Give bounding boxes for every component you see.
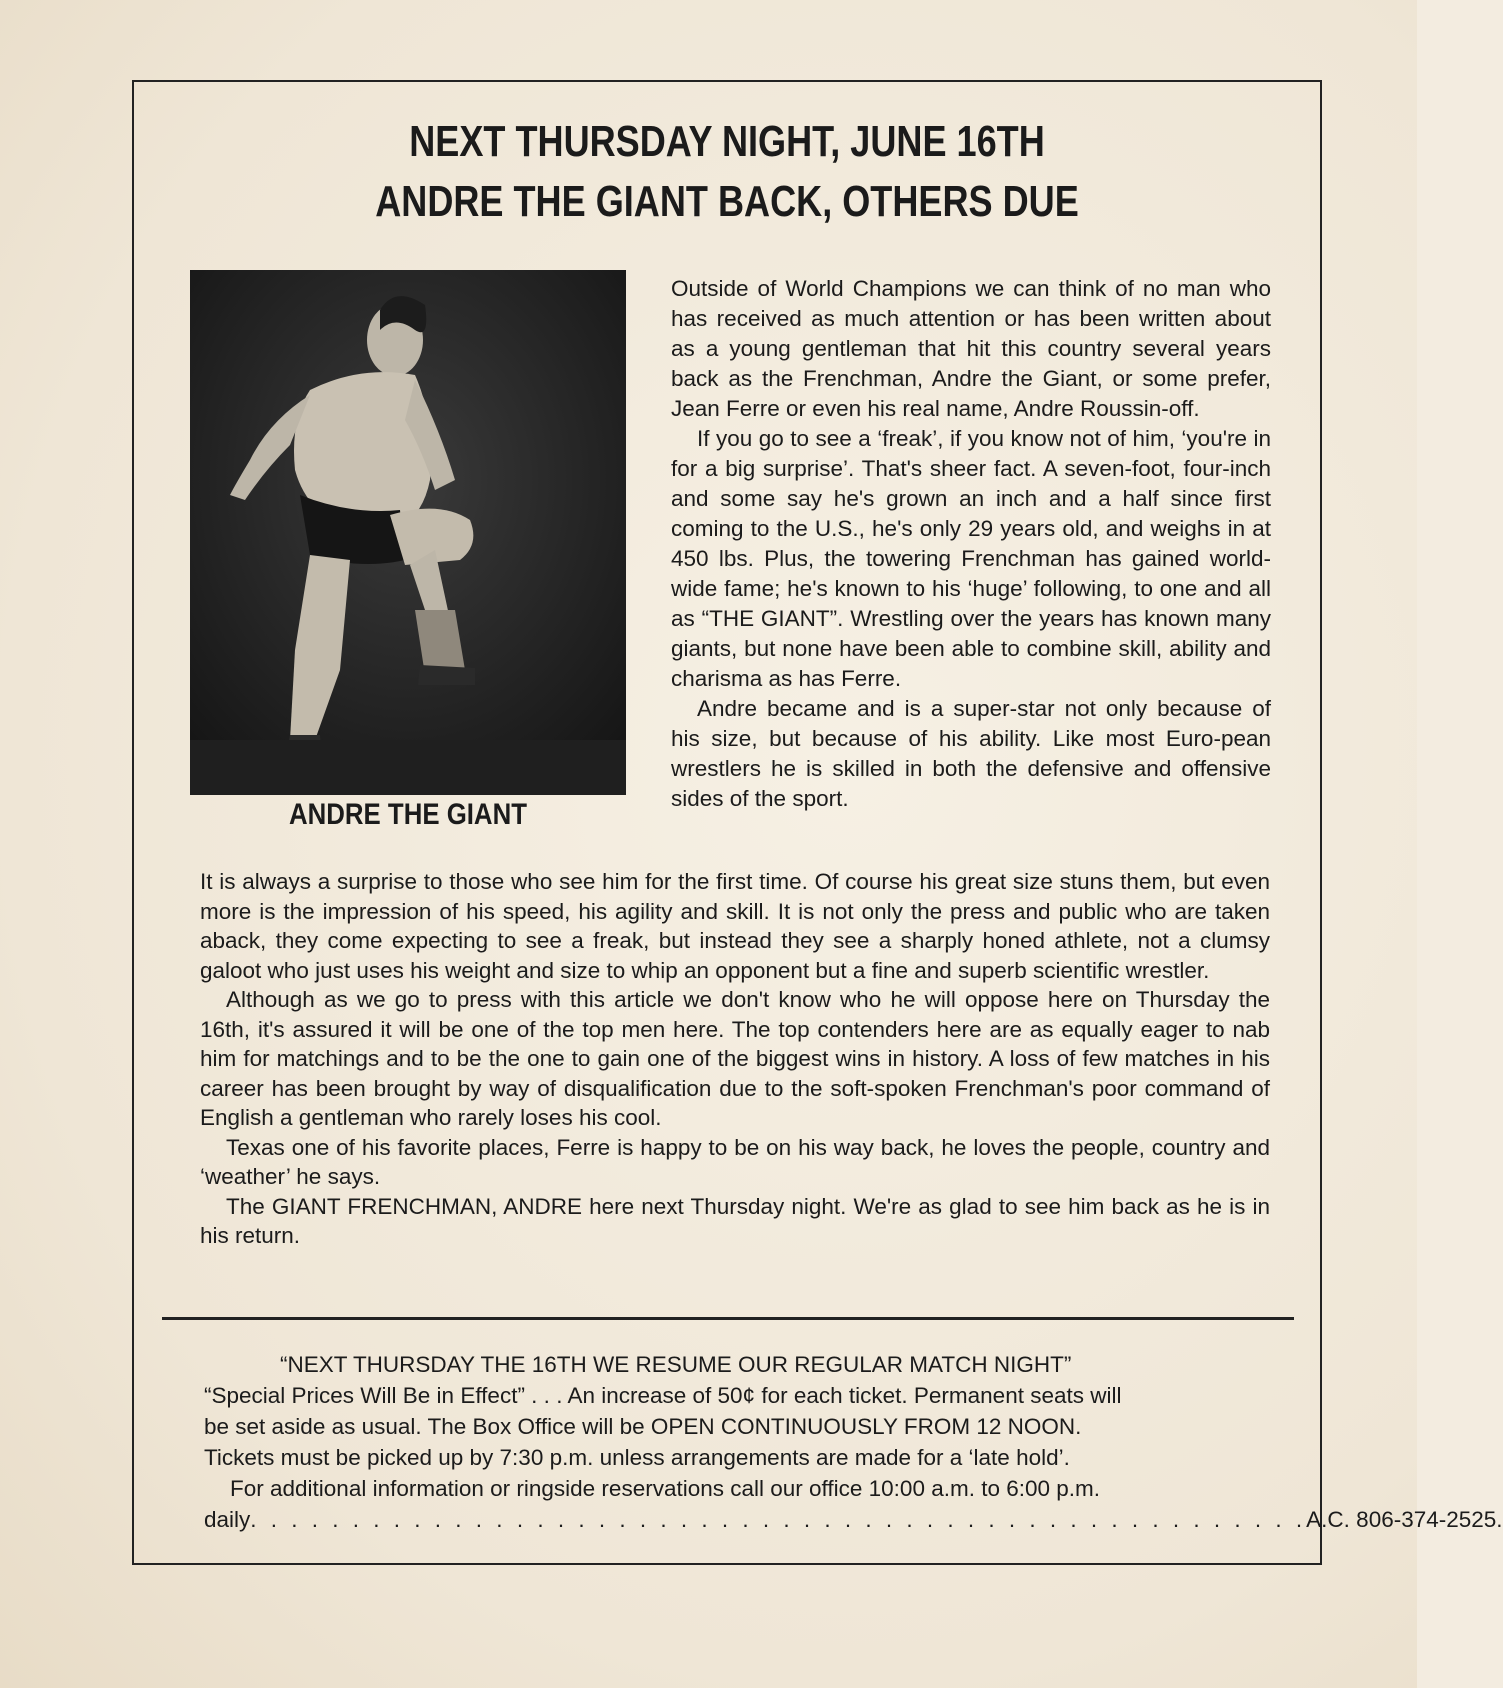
photo-caption: ANDRE THE GIANT [289,798,527,831]
article-paragraph: The GIANT FRENCHMAN, ANDRE here next Thursday night. We're as glad to see him back as he is in his return. [200,1193,1270,1248]
article-body [200,867,1270,1251]
match-night-notice [204,1349,1503,1535]
article-paragraph: Andre became and is a super-star not only because of his size, but because of his ability. Like most Euro-pean wrestlers he is skilled in both the defensive and offensive sides of the sport. [671,696,1271,811]
article-column [671,274,1271,814]
article-paragraph: Outside of World Champions we can think of no man who has received as much attention or has been written about as a young gentleman that hit this country several years back as the Frenchman, Andre the Giant, or some prefer, Jean Ferre or even his real name, Andre Roussin-off. [671,276,1271,421]
article-frame [132,80,1503,1565]
article-paragraph: If you go to see a ‘freak’, if you know not of him, ‘you're in for a big surprise’. That's sheer fact. A seven-foot, four-inch and some say he's grown an inch and a half since first coming to the U.S., he's only 29 years old, and weighs in at 450 lbs. Plus, the towering Frenchman has gained world-wide fame; he's known to his ‘huge’ following, to one and all as “THE GIANT”. Wrestling over the years has known many giants, but none have been able to combine skill, ability and charisma as has Ferre. [671,426,1271,691]
article-paragraph: Texas one of his favorite places, Ferre is happy to be on his way back, he loves the people, country and ‘weather’ he says. [200,1134,1270,1189]
notice-info: For additional information or ringside reservations call our office 10:00 a.m. to 6:00 p.m. [230,1476,1101,1501]
headline-line-1: NEXT THURSDAY NIGHT, JUNE 16TH [409,117,1045,166]
notice-title: “NEXT THURSDAY THE 16TH WE RESUME OUR REGULAR MATCH NIGHT” [280,1352,1072,1377]
headline [241,112,1214,232]
headline-line-2: ANDRE THE GIANT BACK, OTHERS DUE [375,177,1079,226]
phone-line [204,1504,1503,1535]
leader-dots: . . . . . . . . . . . . . . . . . . . . . . . . . . . . . . . . . . . . . . . . . . . . . . . . . . . . [250,1507,1307,1532]
divider [162,1317,1294,1320]
notice-body: “Special Prices Will Be in Effect” . . . An increase of 50¢ for each ticket. Permanent seats will be set aside as usual. The Box Office will be OPEN CONTINUOUSLY FROM 12 NOON. Tickets must be picked up by 7:30 p.m. unless arrangements are made for a ‘late hold’. [204,1383,1122,1470]
phone-number: A.C. 806-374-2525. [1306,1507,1503,1532]
daily-label: daily [204,1507,251,1532]
article-paragraph: Although as we go to press with this article we don't know who he will oppose here on Thursday the 16th, it's assured it will be one of the top men here. The top contenders here are as equally eager to nab him for matchings and to be the one to gain one of the biggest wins in history. A loss of few matches in his career has been brought by way of disqualification due to the soft-spoken Frenchman's poor command of English a gentleman who rarely loses his cool. [200,987,1270,1130]
wrestler-photo [190,270,626,795]
article-paragraph: It is always a surprise to those who see him for the first time. Of course his great size stuns them, but even more is the impression of his speed, his agility and skill. It is not only the press and public who are taken aback, they come expecting to see a freak, but instead they see a sharply honed athlete, not a clumsy galoot who just uses his weight and size to whip an opponent but a fine and superb scientific wrestler. [200,869,1270,983]
